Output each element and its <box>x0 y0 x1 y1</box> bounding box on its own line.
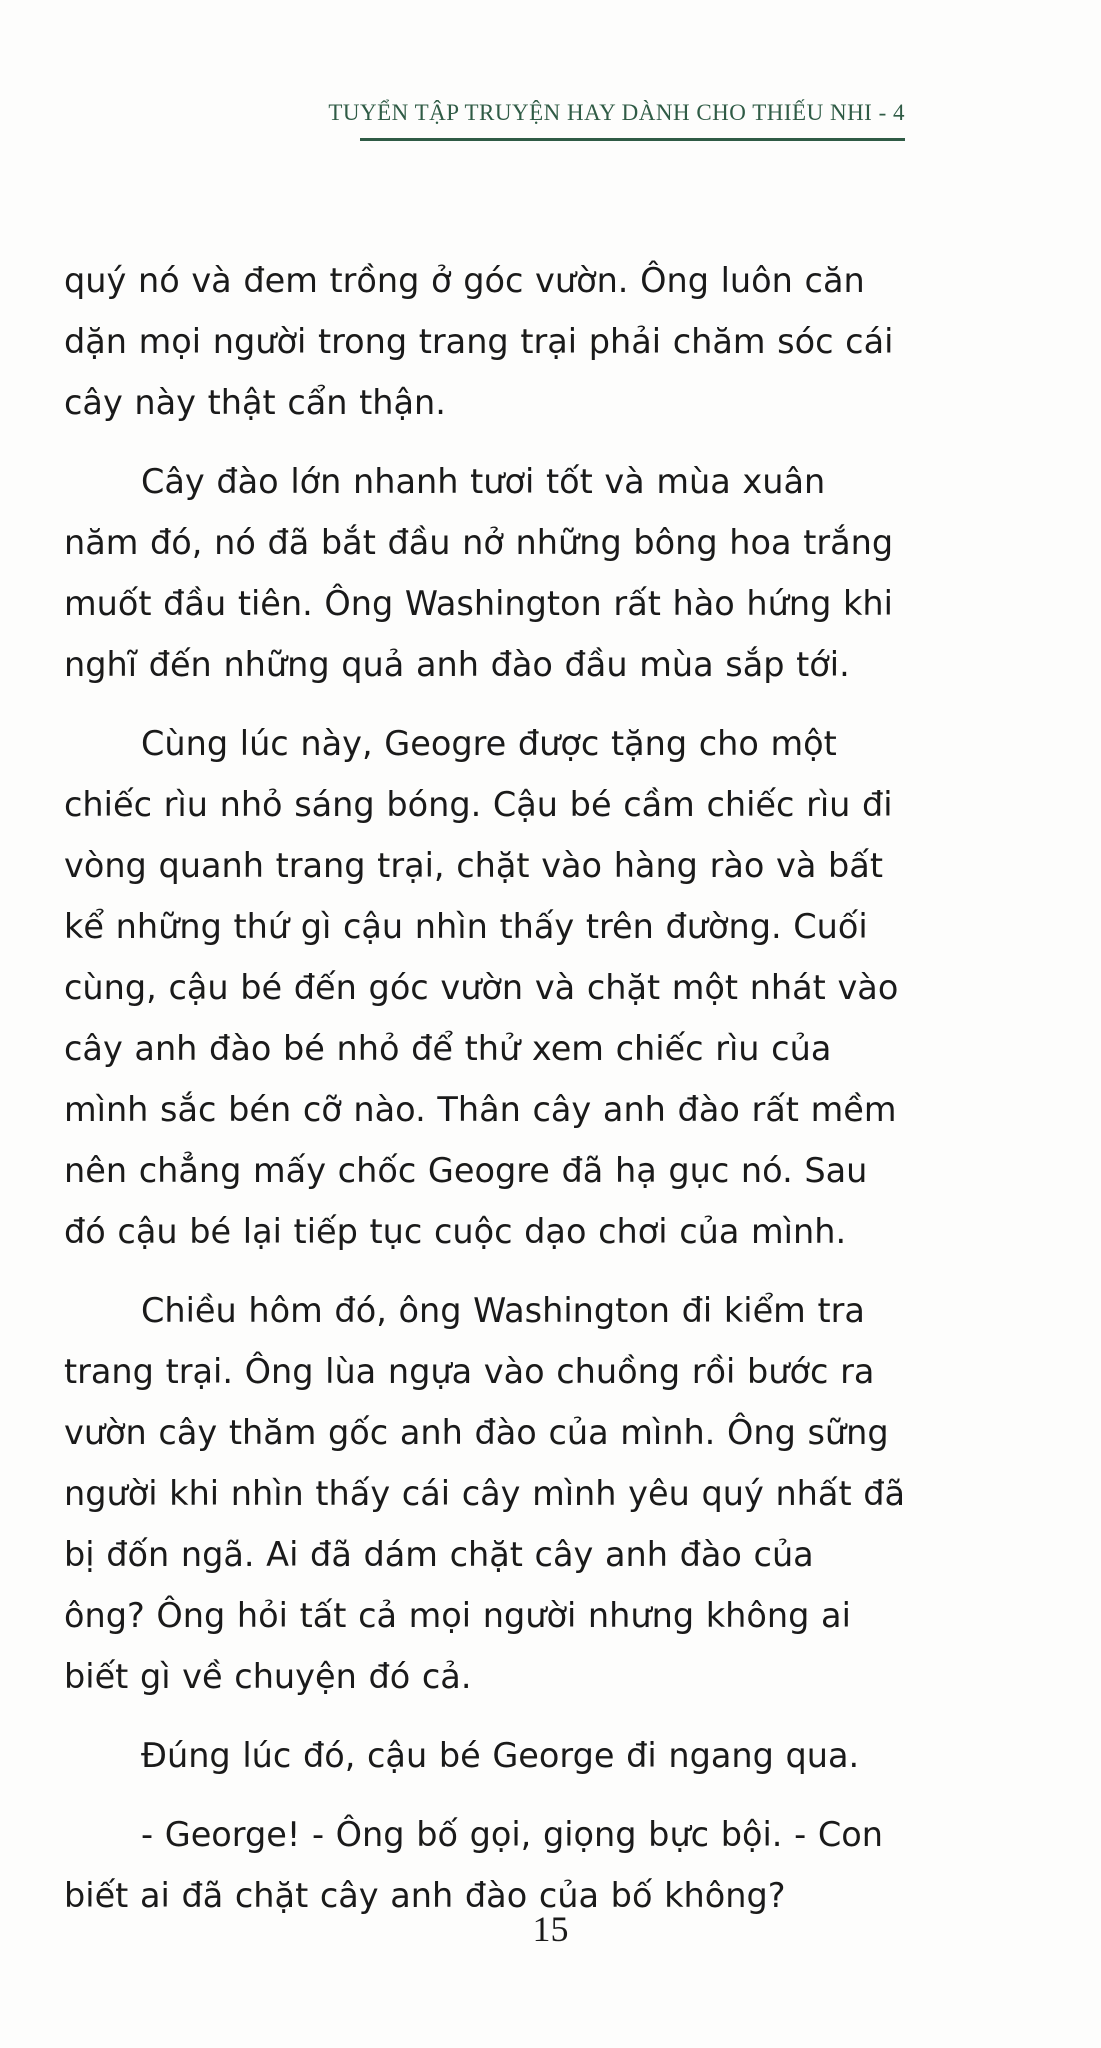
paragraph: Cùng lúc này, Geogre được tặng cho một chiếc rìu nhỏ sáng bóng. Cậu bé cầm chiếc rìu đi vòng quanh trang trại, chặt vào hàng rào và bất kể những thứ gì cậu nhìn thấy trên đường. Cuối cùng, cậu bé đến góc vườn và chặt một nhát vào cây anh đào bé nhỏ để thử xem chiếc rìu của mình sắc bén cỡ nào. Thân cây anh đào rất mềm nên chẳng mấy chốc Geogre đã hạ gục nó. Sau đó cậu bé lại tiếp tục cuộc dạo chơi của mình. <box>64 724 899 1251</box>
body-text <box>64 250 906 1944</box>
paragraph: quý nó và đem trồng ở góc vườn. Ông luôn căn dặn mọi người trong trang trại phải chăm sóc cái cây này thật cẩn thận. <box>64 261 894 422</box>
header-rule <box>360 138 905 141</box>
paragraph: Cây đào lớn nhanh tươi tốt và mùa xuân năm đó, nó đã bắt đầu nở những bông hoa trắng muốt đầu tiên. Ông Washington rất hào hứng khi nghĩ đến những quả anh đào đầu mùa sắp tới. <box>64 462 894 684</box>
paragraph: Đúng lúc đó, cậu bé George đi ngang qua. <box>141 1736 860 1775</box>
paragraph: - George! - Ông bố gọi, giọng bực bội. - Con biết ai đã chặt cây anh đào của bố không? <box>64 1815 883 1915</box>
running-header: TUYỂN TẬP TRUYỆN HAY DÀNH CHO THIẾU NHI - 4 <box>328 100 905 125</box>
paragraph: Chiều hôm đó, ông Washington đi kiểm tra trang trại. Ông lùa ngựa vào chuồng rồi bước ra vườn cây thăm gốc anh đào của mình. Ông sững người khi nhìn thấy cái cây mình yêu quý nhất đã bị đốn ngã. Ai đã dám chặt cây anh đào của ông? Ông hỏi tất cả mọi người nhưng không ai biết gì về chuyện đó cả. <box>64 1291 906 1696</box>
page-number: 15 <box>532 1909 569 1949</box>
